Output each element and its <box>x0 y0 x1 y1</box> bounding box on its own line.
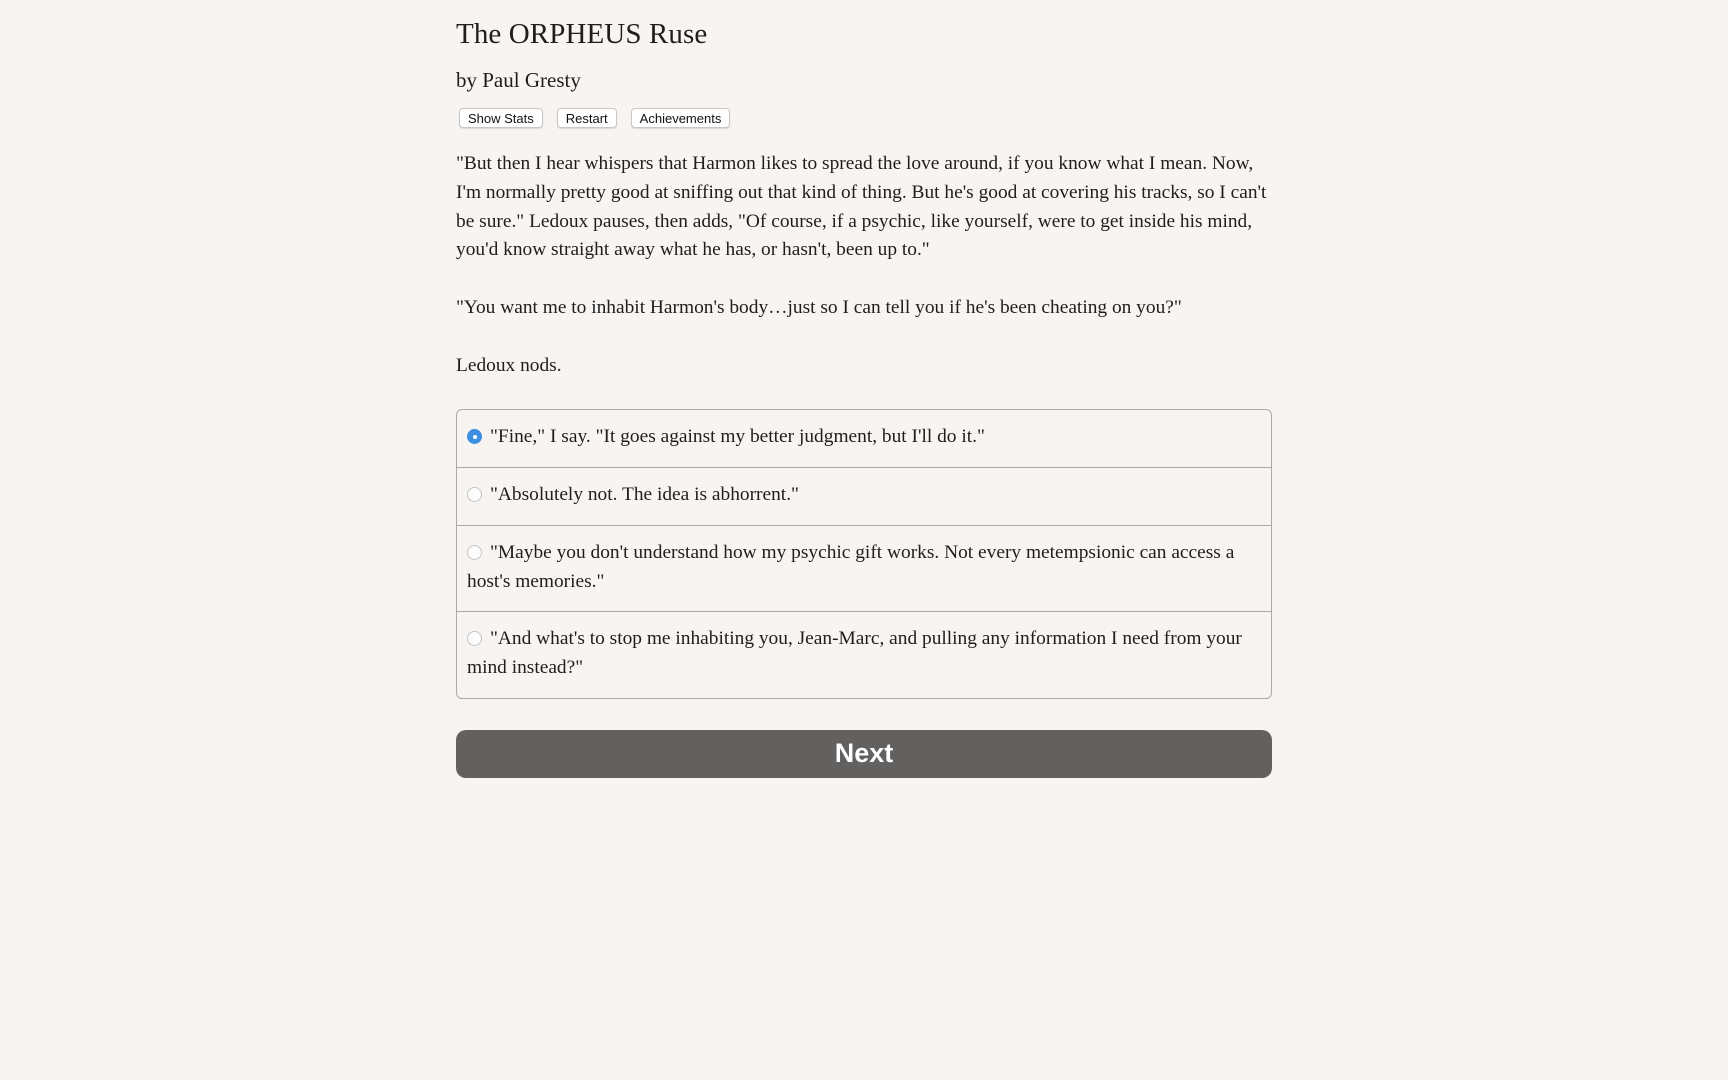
achievements-button[interactable]: Achievements <box>631 108 731 128</box>
choice-option-2[interactable] <box>457 467 1271 525</box>
radio-unselected-icon[interactable] <box>467 631 482 646</box>
next-button[interactable]: Next <box>456 730 1272 778</box>
author-byline: by Paul Gresty <box>456 68 581 92</box>
choice-label: "Maybe you don't understand how my psychic gift works. Not every metempsionic can access a host's memories." <box>467 541 1235 592</box>
choice-option-4[interactable] <box>457 611 1271 698</box>
toolbar <box>456 108 1272 128</box>
game-title: The ORPHEUS Ruse <box>456 18 708 50</box>
show-stats-button[interactable]: Show Stats <box>459 108 543 128</box>
restart-button[interactable]: Restart <box>557 108 617 128</box>
choice-label: "Absolutely not. The idea is abhorrent." <box>490 483 799 505</box>
choice-list <box>456 409 1272 699</box>
radio-unselected-icon[interactable] <box>467 487 482 502</box>
choice-label: "And what's to stop me inhabiting you, Jean-Marc, and pulling any information I need from your mind instead?" <box>467 628 1242 679</box>
passage-paragraph: Ledoux nods. <box>456 354 562 376</box>
radio-unselected-icon[interactable] <box>467 545 482 560</box>
story-passage <box>456 150 1272 380</box>
choice-option-3[interactable] <box>457 525 1271 612</box>
choice-label: "Fine," I say. "It goes against my better judgment, but I'll do it." <box>490 426 985 448</box>
game-container <box>456 0 1272 778</box>
passage-paragraph: "You want me to inhabit Harmon's body…just so I can tell you if he's been cheating on you?" <box>456 296 1182 318</box>
passage-paragraph: "But then I hear whispers that Harmon likes to spread the love around, if you know what I mean. Now, I'm normally pretty good at sniffing out that kind of thing. But he's good at covering his tracks, so I can't be sure." Ledoux pauses, then adds, "Of course, if a psychic, like yourself, were to get inside his mind, you'd know straight away what he has, or hasn't, been up to." <box>456 153 1267 261</box>
choice-option-1[interactable] <box>457 410 1271 467</box>
radio-selected-icon[interactable] <box>467 429 482 444</box>
